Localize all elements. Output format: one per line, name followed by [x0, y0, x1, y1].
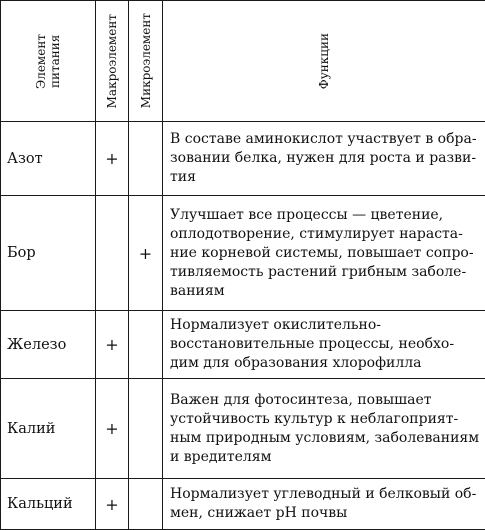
micro-mark [129, 379, 163, 479]
header-macro-cell [96, 1, 129, 122]
table-row [1, 196, 485, 311]
table-row [1, 379, 485, 479]
macro-mark: + [96, 311, 129, 379]
header-micro: Микроэлемент [139, 13, 153, 108]
macro-mark: + [96, 379, 129, 479]
micro-mark: + [129, 196, 163, 311]
element-name: Железо [1, 311, 96, 379]
element-name: Азот [1, 122, 96, 196]
header-row [1, 1, 485, 122]
header-macro: Макроэлемент [105, 14, 119, 108]
element-name: Бор [1, 196, 96, 311]
function-text: Нормализует окислительно- восстановительные процессы, необхо- дим для образования хлорофилла [163, 311, 485, 379]
table-row [1, 311, 485, 379]
header-element: Элемент питания [34, 34, 62, 89]
header-element-cell [1, 1, 96, 122]
function-text: Важен для фотосинтеза, повышает устойчивость культур к неблагоприят- ным природным условиям, заболеваниям и вредителям [163, 379, 485, 479]
function-text: Нормализует углеводный и белковый об- мен, снижает pH почвы [163, 479, 485, 530]
table-row [1, 479, 485, 530]
element-name: Кальций [1, 479, 96, 530]
header-functions-cell [163, 1, 485, 122]
macro-mark [96, 196, 129, 311]
header-micro-cell [129, 1, 163, 122]
function-text: В составе аминокислот участвует в обра- зовании белка, нужен для роста и разви- тия [163, 122, 485, 196]
table-row [1, 122, 485, 196]
function-text: Улучшает все процессы — цветение, оплодотворение, стимулирует нараста- ние корневой системы, повышает сопро- тивляемость растений грибным заболе- ваниям [163, 196, 485, 311]
element-name: Калий [1, 379, 96, 479]
header-functions: Функции [317, 33, 331, 89]
micro-mark [129, 311, 163, 379]
macro-mark: + [96, 122, 129, 196]
micro-mark [129, 122, 163, 196]
micro-mark [129, 479, 163, 530]
macro-mark: + [96, 479, 129, 530]
